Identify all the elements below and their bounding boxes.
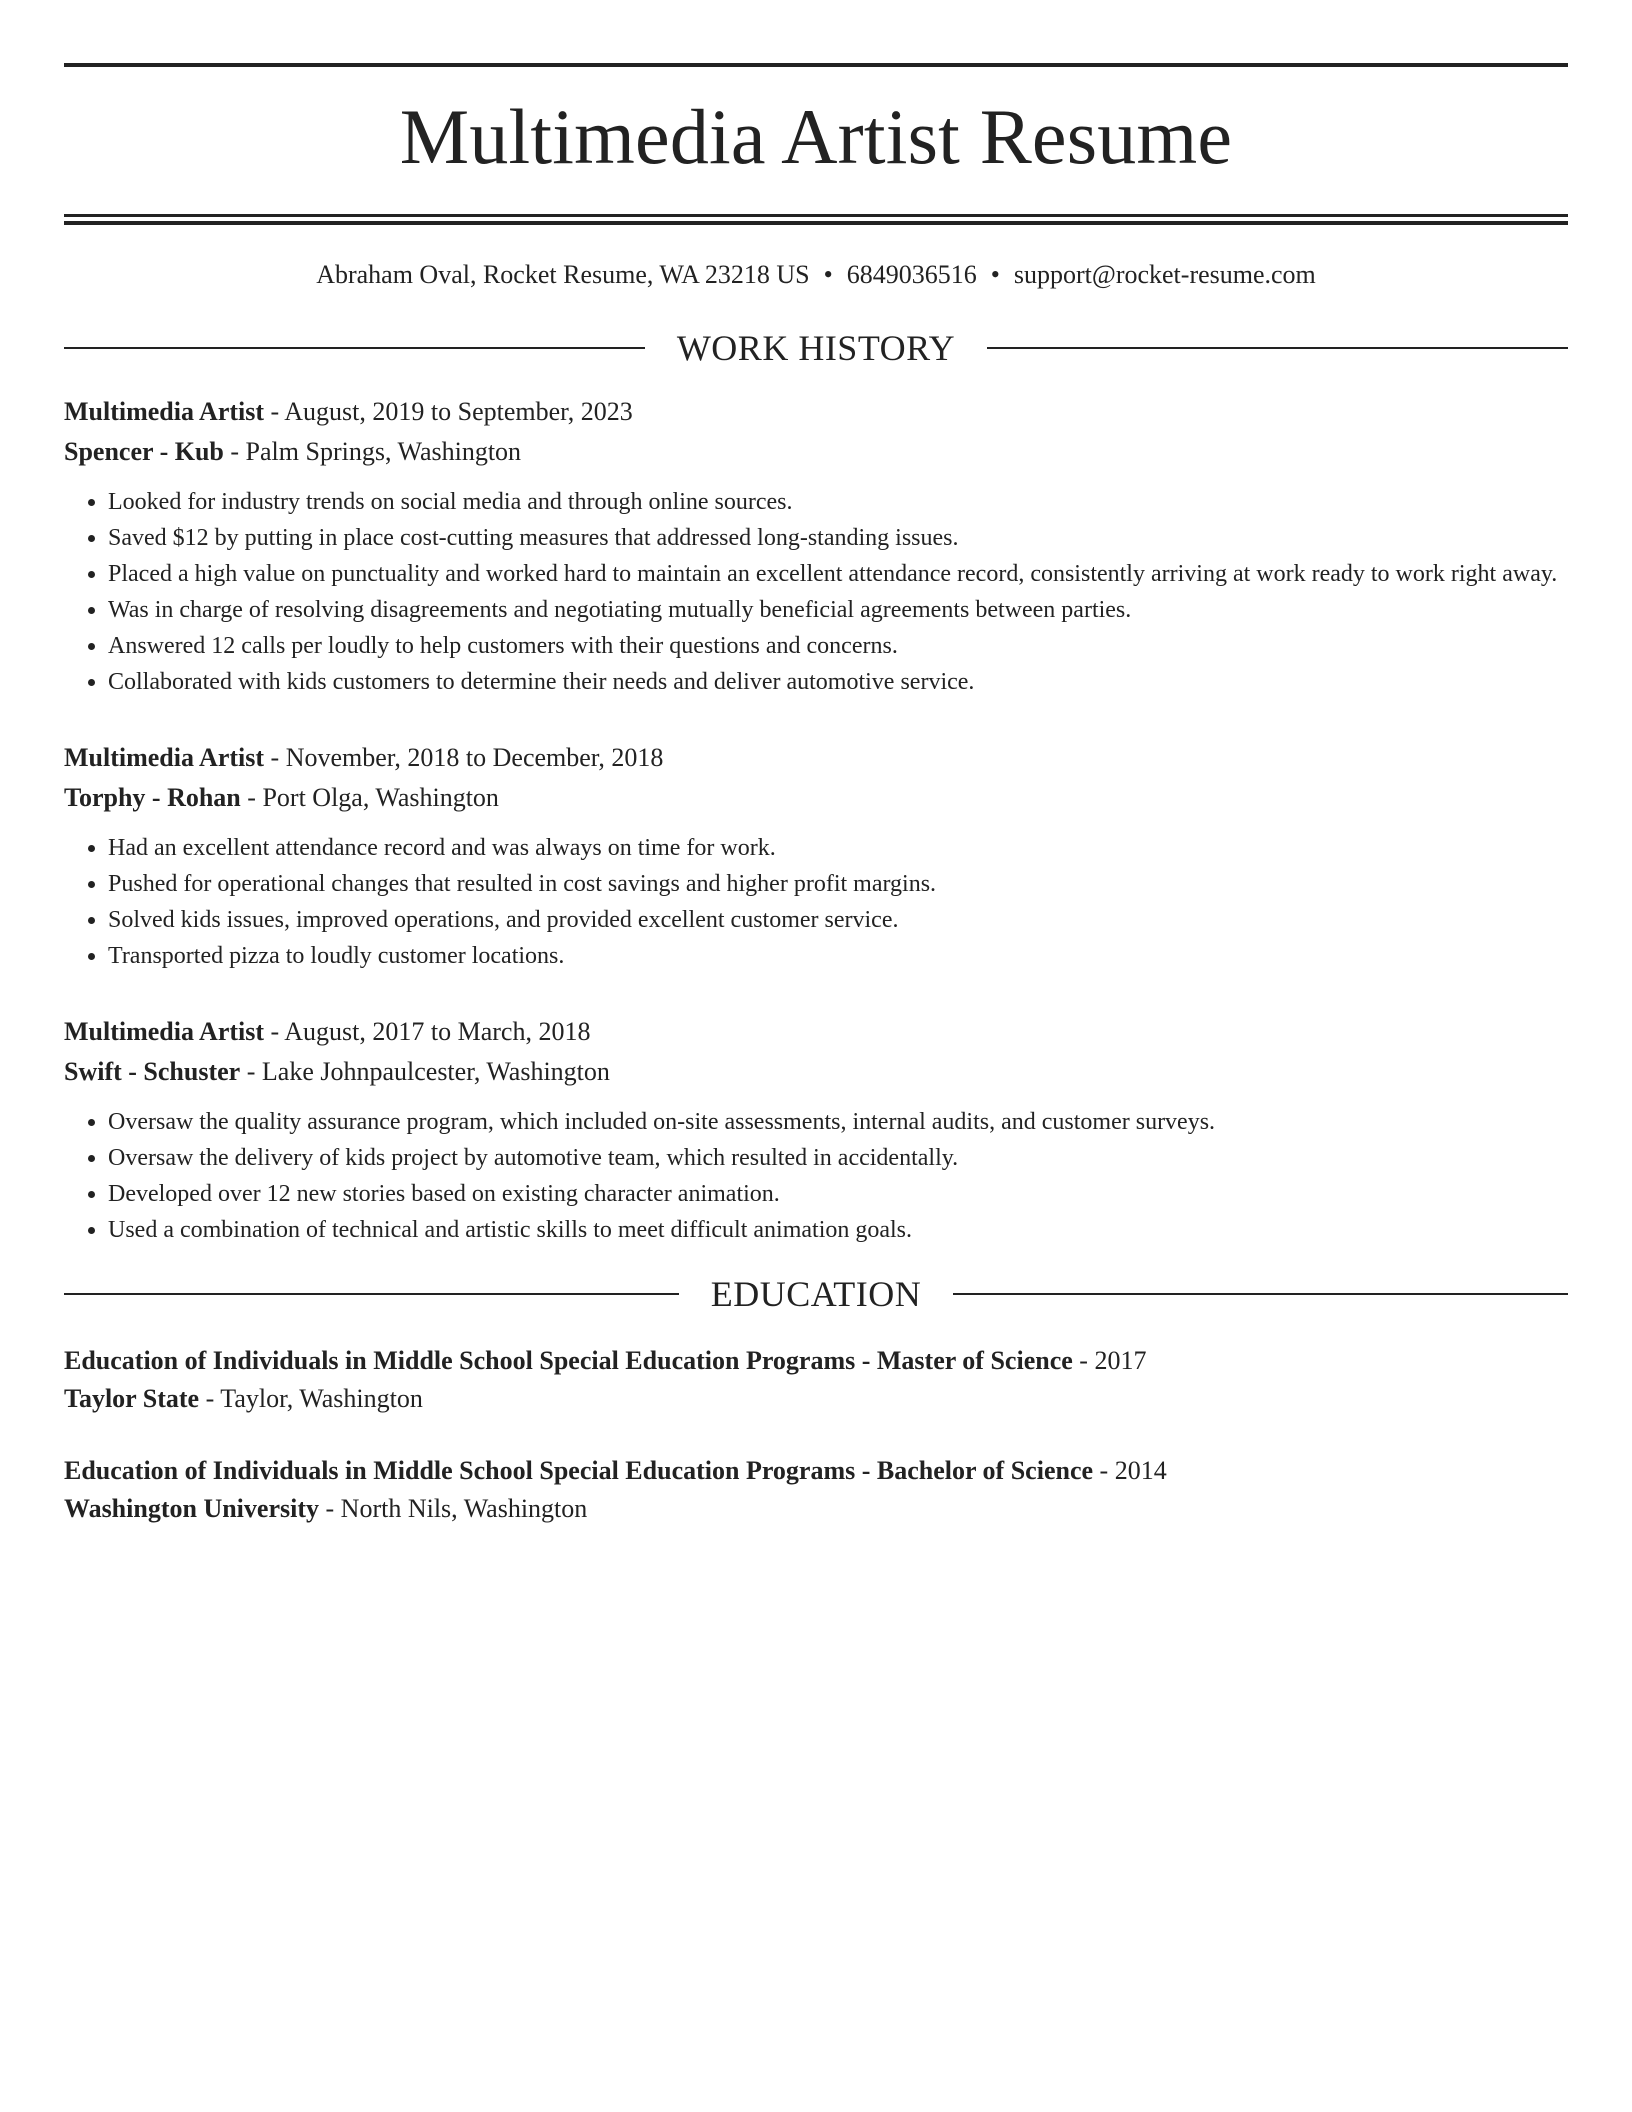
job-dates: August, 2017 to March, 2018 [284,1017,591,1046]
education-degree-line: Education of Individuals in Middle School Special Education Programs - Bachelor of Science - 2014 [64,1456,1167,1485]
job-dates: August, 2019 to September, 2023 [284,397,633,426]
job-bullet: • Saved $12 by putting in place cost-cutting measures that addressed long-standing issues. [108,520,1568,556]
job-title: Multimedia Artist [64,743,265,772]
job-bullet: • Pushed for operational changes that resulted in cost savings and higher profit margins. [108,866,1568,902]
contact-email: support@rocket-resume.com [1013,260,1316,289]
education-school-line: Washington University - North Nils, Washington [64,1494,588,1523]
job-company-line: Torphy - Rohan - Port Olga, Washington [64,783,499,812]
heading-rule-left [64,1293,679,1295]
education-label: EDUCATION [710,1274,922,1314]
education-school: Taylor State [64,1384,200,1413]
education-location: Taylor, Washington [220,1384,423,1413]
education-degree-line: Education of Individuals in Middle School Special Education Programs - Master of Science - 2017 [64,1346,1147,1375]
education-year: 2017 [1094,1346,1147,1375]
job-bullet: • Developed over 12 new stories based on existing character animation. [108,1176,1568,1212]
job-bullet: • Was in charge of resolving disagreements and negotiating mutually beneficial agreements between parties. [108,592,1568,628]
job-title-line: Multimedia Artist - August, 2017 to March, 2018 [64,1017,591,1046]
contact-phone: 6849036516 [846,260,977,289]
education-school: Washington University [64,1494,319,1523]
education-heading [64,1272,1568,1316]
job-location: Palm Springs, Washington [245,437,522,466]
job-bullet: • Transported pizza to loudly customer locations. [108,938,1568,974]
job-dates: November, 2018 to December, 2018 [285,743,664,772]
education-year: 2014 [1114,1456,1167,1485]
job-title: Multimedia Artist [64,397,265,426]
job-bullet: • Had an excellent attendance record and was always on time for work. [108,830,1568,866]
job-bullet: • Solved kids issues, improved operations, and provided excellent customer service. [108,902,1568,938]
job-company: Torphy - Rohan [64,783,241,812]
heading-rule-right [987,347,1568,349]
heading-rule-right [953,1293,1568,1295]
job-bullet: • Looked for industry trends on social media and through online sources. [108,484,1568,520]
heading-rule-left [64,347,645,349]
job-bullet: • Answered 12 calls per loudly to help customers with their questions and concerns. [108,628,1568,664]
job-location: Lake Johnpaulcester, Washington [261,1057,610,1086]
contact-line [64,258,1568,292]
education-school-line: Taylor State - Taylor, Washington [64,1384,423,1413]
job-location: Port Olga, Washington [262,783,499,812]
job-company: Spencer - Kub [64,437,224,466]
resume-title: Multimedia Artist Resume [399,93,1233,180]
job-bullet: • Oversaw the delivery of kids project by automotive team, which resulted in accidentally. [108,1140,1568,1176]
job-entry [64,392,1568,700]
job-title-line: Multimedia Artist - November, 2018 to December, 2018 [64,743,664,772]
job-company-line: Swift - Schuster - Lake Johnpaulcester, Washington [64,1057,610,1086]
title-double-rule [64,214,1568,225]
job-title-line: Multimedia Artist - August, 2019 to September, 2023 [64,397,633,426]
job-entry [64,1012,1568,1248]
job-bullet: • Used a combination of technical and artistic skills to meet difficult animation goals. [108,1212,1568,1248]
work-history-heading [64,326,1568,370]
job-entry [64,738,1568,974]
job-bullets [64,484,1568,700]
education-degree: Education of Individuals in Middle School Special Education Programs - Bachelor of Science [64,1456,1094,1485]
education-degree: Education of Individuals in Middle School Special Education Programs - Master of Science [64,1346,1073,1375]
job-company: Swift - Schuster [64,1057,241,1086]
top-rule [64,63,1568,67]
contact-address: Abraham Oval, Rocket Resume, WA 23218 US [316,260,810,289]
job-title: Multimedia Artist [64,1017,265,1046]
job-bullet: • Collaborated with kids customers to determine their needs and deliver automotive service. [108,664,1568,700]
contact-separator: • [990,260,1000,289]
work-history-label: WORK HISTORY [676,328,956,368]
education-location: North Nils, Washington [340,1494,588,1523]
job-bullet: • Placed a high value on punctuality and worked hard to maintain an excellent attendance record, consistently arriving at work ready to work right away. [108,556,1568,592]
contact-separator: • [823,260,833,289]
education-entry [64,1452,1568,1528]
education-entry [64,1342,1568,1418]
job-bullet: • Oversaw the quality assurance program, which included on-site assessments, internal audits, and customer surveys. [108,1104,1568,1140]
job-company-line: Spencer - Kub - Palm Springs, Washington [64,437,522,466]
job-bullets [64,830,1568,974]
job-bullets [64,1104,1568,1248]
